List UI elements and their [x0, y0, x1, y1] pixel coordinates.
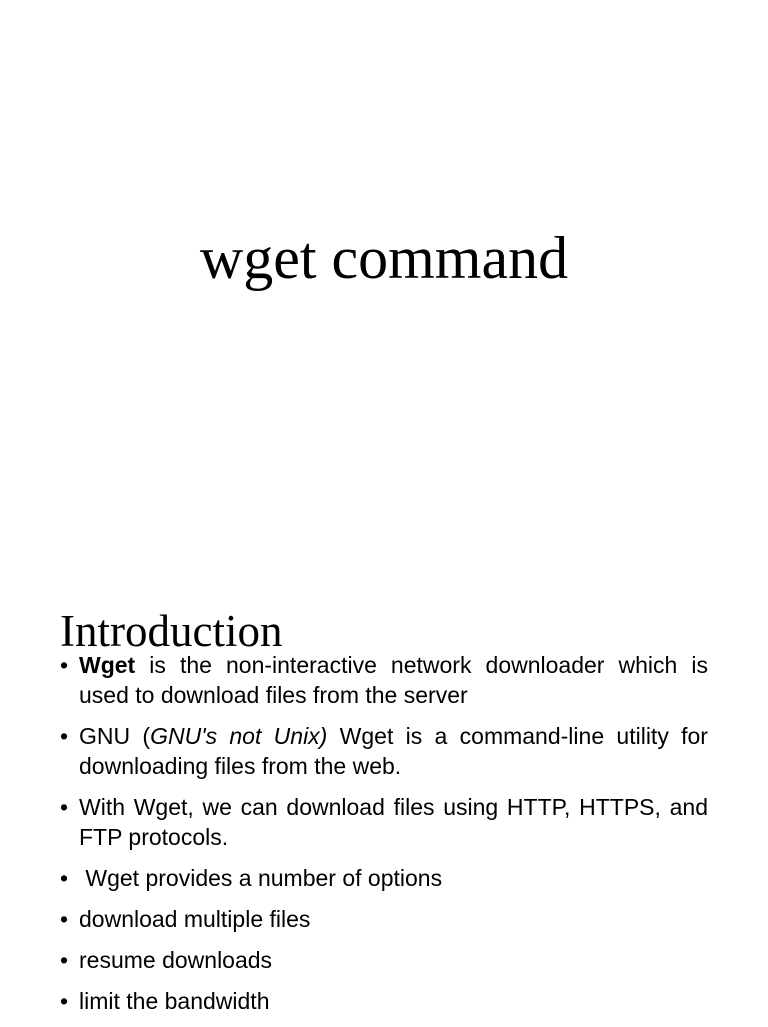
bullet-text: Wget is a command-line utility for downloading files from the web.: [79, 723, 708, 779]
gnu-expansion: GNU's not Unix): [150, 723, 328, 749]
bullet-icon: •: [60, 947, 69, 973]
bullet-icon: •: [60, 988, 69, 1014]
bullet-text: resume downloads: [79, 947, 273, 973]
list-item: [60, 945, 708, 975]
slide-title: wget command: [199, 225, 569, 291]
bullet-icon: •: [60, 652, 69, 678]
bullet-icon: •: [60, 794, 69, 820]
bullet-icon: •: [60, 723, 69, 749]
list-item: [60, 721, 708, 781]
list-item: [60, 650, 708, 710]
bullet-icon: •: [60, 906, 69, 932]
list-item: [60, 863, 708, 893]
bullet-icon: •: [60, 865, 69, 891]
bullet-text: download multiple files: [79, 906, 311, 932]
bullet-text: Wget provides a number of options: [79, 865, 443, 891]
bullet-text: limit the bandwidth: [79, 988, 270, 1014]
term-wget: Wget: [79, 652, 136, 678]
list-item: [60, 904, 708, 934]
section-heading: Introduction: [60, 606, 283, 656]
list-item: [60, 986, 708, 1016]
bullet-list: [60, 650, 708, 1027]
bullet-prefix: GNU (: [79, 723, 151, 749]
list-item: [60, 792, 708, 852]
bullet-text: is the non-interactive network downloader which is used to download files from the server: [79, 652, 708, 708]
bullet-text: With Wget, we can download files using HTTP, HTTPS, and FTP protocols.: [79, 794, 708, 850]
